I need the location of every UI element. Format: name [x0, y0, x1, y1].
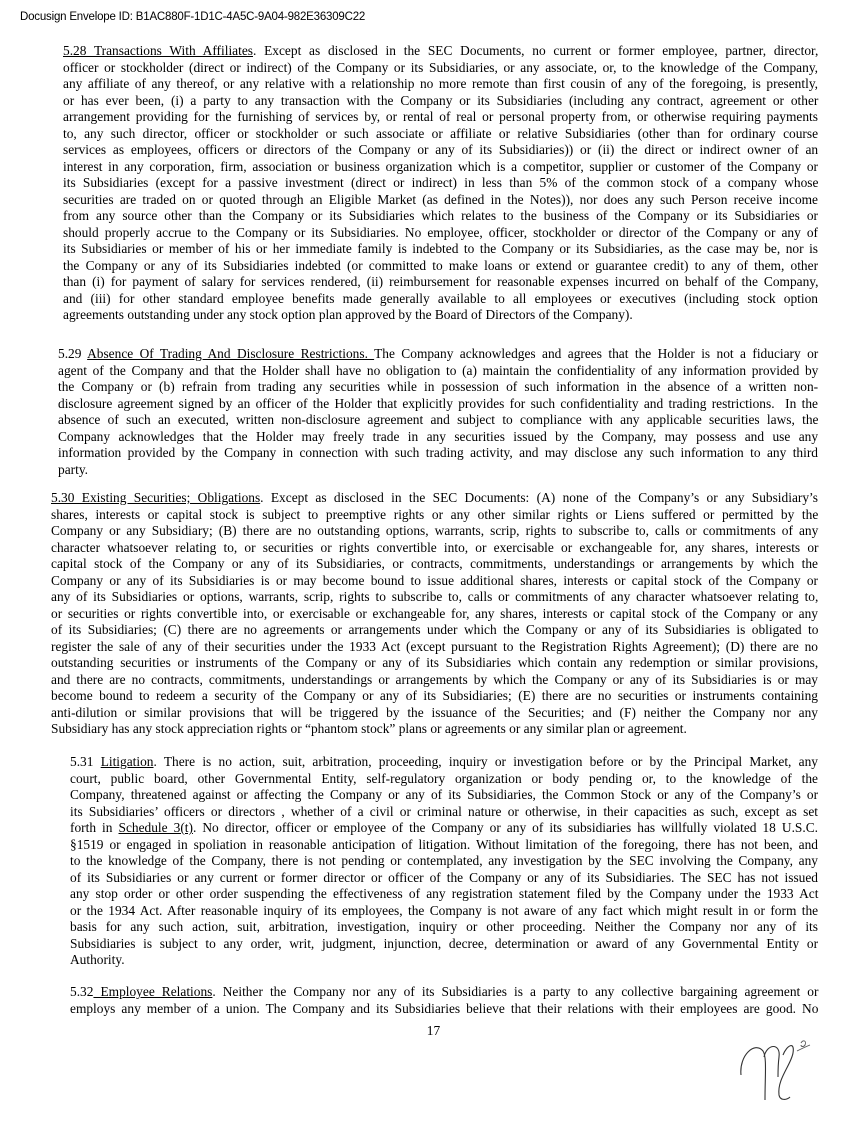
text-segment: its Subsidiaries’ officers or directors , whether of a civil or criminal nature or otherwise, in their capacities as such, except as set	[70, 803, 818, 819]
text-segment: shares, interests or capital stock is subject to preemptive rights or any other similar rights or Liens suffered or permitted by the	[51, 506, 819, 522]
text-segment: employs any member of a union. The Company and its Subsidiaries believe that their relations with their employees are good. No	[70, 1000, 819, 1016]
text-segment: basis for any such action, suit, arbitration, investigation, inquiry or other proceeding. Neither the Company nor any of its	[70, 919, 818, 934]
text-segment: character whatsoever relating to, or securities or rights convertible into, or exercisable or exchangeable for, any shares, interests or	[51, 539, 819, 555]
section-5-32	[70, 984, 818, 1017]
text-segment: 5.29	[58, 346, 88, 361]
text-segment: . Except as disclosed in the SEC Documents, no current or former employee, partner, director,	[253, 43, 819, 58]
text-segment: court, public board, other Governmental Entity, self-regulatory organization or body pending or, to the knowledge of the	[70, 770, 818, 786]
text-segment: arrangement providing for the furnishing of services by, or rental of real or personal property from, or otherwise requiring payments	[63, 109, 818, 124]
text-line	[51, 573, 818, 590]
text-line	[63, 225, 818, 242]
text-segment: forth in	[70, 820, 119, 835]
text-segment: The Company acknowledges and agrees that the Holder is not a fiduciary or	[374, 346, 819, 361]
text-line	[70, 1001, 818, 1018]
text-line	[63, 93, 818, 110]
text-line	[70, 853, 818, 870]
text-line	[70, 952, 818, 969]
text-line	[63, 307, 818, 324]
text-segment: any affiliate of any thereof, or any relative with a relationship no more remote than first cousin of any of the foregoing, is presently,	[63, 76, 818, 91]
text-segment: party.	[58, 461, 88, 477]
text-segment: or the 1934 Act. After reasonable inquiry of its employees, the Company is not aware of any fact which might result in or form the	[70, 902, 819, 918]
docusign-envelope-id: Docusign Envelope ID: B1AC880F-1D1C-4A5C-9A04-982E36309C22	[20, 11, 366, 23]
text-line	[70, 886, 818, 903]
text-segment: information provided by the Company in connection with such trading activity, and may disclose any such information to any third	[58, 445, 818, 460]
text-segment: interest in any corporation, firm, association or business organization which is a competitor, supplier or customer of the Company or	[63, 158, 818, 174]
page-number: 17	[426, 1023, 441, 1038]
text-line	[70, 984, 818, 1001]
underlined-heading: 5.30 Existing Securities; Obligations	[51, 490, 261, 505]
text-segment: §1519 or engaged in spoliation in reasonable anticipation of litigation. Without limitation of the foregoing, there has not been, and	[70, 836, 818, 852]
text-line	[63, 76, 818, 93]
text-segment: and (iii) for other standard employee benefits made generally available to all employees or executives (including stock option	[63, 290, 818, 306]
text-segment: from any source other than the Company or its Subsidiaries which relates to the business of the Company or its Subsidiaries or	[63, 208, 818, 223]
section-5-29	[58, 346, 818, 478]
text-line	[51, 639, 818, 656]
text-line	[51, 490, 818, 507]
text-line	[58, 412, 818, 429]
text-segment: outstanding securities or instruments of the Company or any of its Subsidiaries which contain any redemption or similar provisions,	[51, 655, 819, 670]
underlined-heading: 5.28 Transactions With Affiliates	[63, 43, 253, 58]
text-line	[63, 291, 818, 308]
signature-initials-icon	[735, 1035, 825, 1105]
text-line	[51, 556, 818, 573]
text-line	[63, 192, 818, 209]
text-line	[63, 175, 818, 192]
text-segment: or securities or rights convertible into, or exercisable or exchangeable for, any shares, interests or capital stock of the Company or any	[51, 605, 818, 621]
text-segment: Company, threatened against or affecting the Company or any of its Subsidiaries, the Common Stock or any of the Company’s or	[70, 787, 819, 802]
text-line	[63, 142, 818, 159]
text-line	[63, 126, 818, 143]
text-line	[51, 507, 818, 524]
text-line	[70, 837, 818, 854]
text-line	[63, 159, 818, 176]
text-segment: agreements outstanding under any stock option plan approved by the Board of Directors of the Company).	[63, 307, 633, 322]
text-segment: any stop order or other order suspending the effectiveness of any registration statement filed by the Company under the 1933 Act	[70, 886, 819, 901]
text-segment: services as employees, officers or directors of the Company or any of its Subsidiaries)) or (ii) the direct or indirect owner of an	[63, 142, 819, 157]
text-segment: Subsidiary has any stock appreciation rights or “phantom stock” plans or agreements or any similar plan or agreement.	[51, 721, 687, 736]
text-line	[58, 462, 818, 479]
text-segment: the Company or (b) refrain from trading any securities while in possession of such information in the absence of a written non-	[58, 379, 819, 394]
text-line	[58, 445, 818, 462]
text-segment: Company acknowledges that the Holder may freely trade in any securities issued by the Company, may possess and use any	[58, 428, 819, 444]
text-line	[63, 43, 818, 60]
text-segment: register the sale of any of their securities under the 1933 Act (except pursuant to the Registration Rights Agreement); (D) there are no	[51, 638, 818, 654]
text-line	[70, 919, 818, 936]
text-line	[63, 60, 818, 77]
text-segment: officer or stockholder (direct or indirect) of the Company or its Subsidiaries, or any associate, or, to the knowledge of the Company,	[63, 59, 818, 75]
text-line	[51, 589, 818, 606]
text-segment: Subsidiaries is subject to any order, writ, judgment, injunction, decree, determination or award of any Governmental Entity or	[70, 935, 819, 951]
text-segment: Company or any of its Subsidiaries is or may become bound to issue additional shares, interests or capital stock of the Company or	[51, 572, 818, 588]
text-segment: to, any such director, officer or stockholder or such associate or affiliate or relative Subsidiaries (other than for ordinary course	[63, 125, 819, 141]
text-line	[51, 540, 818, 557]
text-line	[51, 655, 818, 672]
text-line	[58, 363, 818, 380]
text-segment: anti-dilution or similar provisions that will be triggered by the issuance of the Securities; and (F) neither the Company nor any	[51, 704, 818, 720]
text-segment: become bound to redeem a security of the Company or any of its Subsidiaries; (E) there are no securities or instruments containing	[51, 688, 818, 703]
text-line	[63, 208, 818, 225]
text-line	[70, 754, 818, 771]
underlined-heading: Absence Of Trading And Disclosure Restrictions.	[87, 346, 375, 361]
underlined-heading: Schedule 3(t)	[118, 820, 193, 835]
text-segment: 5.31	[70, 754, 101, 769]
text-segment: its Subsidiaries (except for a passive investment (direct or indirect) in less than 5% of the common stock of a company whose	[63, 175, 819, 190]
text-segment: of its Subsidiaries or any current or former director or officer of the Company or any of its Subsidiaries. The SEC has not issued	[70, 869, 818, 885]
text-segment: securities are traded on or quoted through an Eligible Market (as defined in the Notes)), nor does any such Person receive income	[63, 191, 818, 207]
text-line	[70, 936, 818, 953]
text-segment: . No director, officer or employee of the Company or any of its subsidiaries has willfully violated 18 U.S.C.	[192, 820, 818, 835]
text-line	[51, 721, 818, 738]
text-line	[70, 903, 818, 920]
text-segment: agent of the Company and that the Holder shall have no obligation to (a) maintain the confidentiality of any information provided by	[58, 362, 819, 378]
text-segment: any of its Subsidiaries or options, warrants, scrip, rights to subscribe to, calls or commitments of any character whatsoever relating to,	[51, 589, 819, 604]
text-segment: than (i) for payment of salary for services rendered, (ii) reimbursement for reasonable expenses incurred on behalf of the Company,	[63, 274, 819, 289]
section-5-28	[63, 43, 818, 324]
section-5-31	[70, 754, 818, 969]
text-line	[70, 771, 818, 788]
text-line	[58, 429, 818, 446]
text-line	[51, 705, 818, 722]
text-line	[70, 820, 818, 837]
text-segment: its Subsidiaries or member of his or her immediate family is indebted to the Company or its Subsidiaries, as the case may be, nor is	[63, 241, 818, 256]
text-segment: of its Subsidiaries; (C) there are no agreements or arrangements under which the Company or any of its Subsidiaries is obligated to	[51, 622, 819, 637]
text-line	[51, 523, 818, 540]
text-segment: . Except as disclosed in the SEC Documents: (A) none of the Company’s or any Subsidiary’s	[260, 490, 818, 505]
text-line	[58, 379, 818, 396]
text-line	[63, 109, 818, 126]
text-segment: to the knowledge of the Company, there is not pending or contemplated, any investigation by the SEC involving the Company, any	[70, 853, 818, 868]
text-line	[63, 274, 818, 291]
text-segment: 5.32	[70, 984, 94, 999]
text-line	[51, 606, 818, 623]
text-line	[51, 688, 818, 705]
text-segment: capital stock of the Company or any of its Subsidiaries, or contracts, commitments, understandings or arrangements by which the	[51, 556, 818, 571]
text-segment: and there are no contracts, commitments, understandings or arrangements by which the Company or any of its Subsidiaries is or may	[51, 671, 818, 687]
text-line	[51, 672, 818, 689]
text-line	[63, 258, 818, 275]
text-segment: Company or any Subsidiary; (B) there are no outstanding options, warrants, scrip, rights to subscribe to, calls or commitments of any	[51, 523, 819, 538]
text-segment: the Company or any of its Subsidiaries indebted (or committed to make loans or extend or guarantee credit) to any of them, other	[63, 257, 819, 273]
section-5-30	[51, 490, 818, 738]
text-segment: should properly accrue to the Company or its Subsidiaries. No employee, officer, stockholder or director of the Company or any of	[63, 224, 818, 240]
text-line	[70, 787, 818, 804]
text-line	[58, 396, 818, 413]
text-segment: absence of such an executed, written non-disclosure agreement and subject to compliance with any applicable securities laws, the	[58, 412, 819, 427]
underlined-heading: Employee Relations	[93, 984, 213, 999]
text-line	[58, 346, 818, 363]
underlined-heading: Litigation	[100, 754, 154, 769]
text-segment: Authority.	[70, 952, 125, 967]
text-line	[51, 622, 818, 639]
text-segment: . Neither the Company nor any of its Subsidiaries is a party to any collective bargaining agreement or	[212, 984, 819, 999]
text-line	[63, 241, 818, 258]
text-line	[70, 804, 818, 821]
text-segment: disclosure agreement signed by an officer of the Holder that explicitly provides for such confidentiality and trading restrictions. In the	[58, 395, 818, 411]
text-segment: or has ever been, (i) a party to any transaction with the Company or its Subsidiaries (including any contract, agreement or other	[63, 92, 819, 108]
text-segment: . There is no action, suit, arbitration, proceeding, inquiry or investigation before or by the Principal Market, any	[153, 754, 818, 769]
text-line	[70, 870, 818, 887]
